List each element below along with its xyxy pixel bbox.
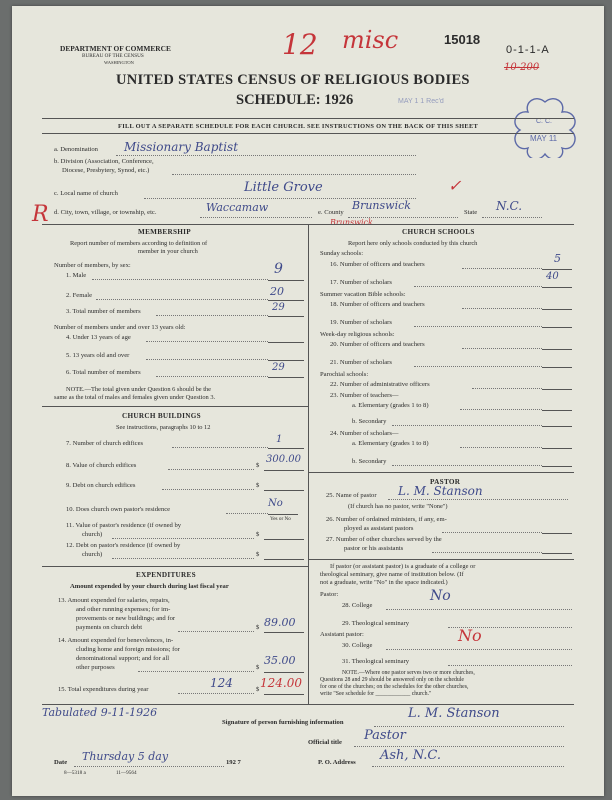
yes-no-hint: Yes or No: [270, 516, 291, 522]
q11-label: 11. Value of pastor's residence (if owned by: [66, 522, 182, 529]
q9-dollar: $: [256, 482, 260, 489]
buildings-heading: CHURCH BUILDINGS: [122, 412, 201, 420]
denomination-label: a. Denomination: [54, 146, 98, 153]
state-value: N.C.: [496, 199, 523, 213]
q3-value: 29: [272, 302, 285, 313]
state-label: State: [464, 209, 478, 216]
official-title-value: Pastor: [364, 728, 406, 743]
expenditures-heading: EXPENDITURES: [136, 571, 196, 579]
q28-value: No: [430, 588, 451, 604]
assistant-pastor-subheading: Assistant pastor:: [320, 631, 364, 638]
q13-label-4: payments on church debt: [76, 624, 143, 631]
form-code: 0-1-1-A: [506, 44, 550, 56]
q9-label: 9. Debt on church edifices: [66, 482, 136, 489]
signature-label: Signature of person furnishing information: [222, 719, 344, 726]
q31-label: 31. Theological seminary: [342, 658, 410, 665]
q14-label-2: cluding home and foreign missions; for: [76, 646, 180, 653]
q13-dollar: $: [256, 624, 260, 631]
q13-value: 89.00: [264, 616, 296, 629]
date-value: Thursday 5 day: [82, 750, 169, 763]
q26-label: 26. Number of ordained ministers, if any, em-: [326, 516, 447, 523]
q11-label-2: church): [82, 531, 103, 538]
q5-label: 5. 13 years old and over: [66, 352, 130, 359]
cc-stamp-label: C. C.: [536, 118, 552, 125]
q12-label-2: church): [82, 551, 103, 558]
church-name-label: c. Local name of church: [54, 190, 118, 197]
q18-label: 18. Number of officers and teachers: [330, 301, 425, 308]
q14-value: 35.00: [264, 654, 296, 667]
q24b-label: b. Secondary: [352, 458, 387, 465]
q6-label: 6. Total number of members: [66, 369, 141, 376]
q28-label: 28. College: [342, 602, 373, 609]
parochial-schools-label: Parochial schools:: [320, 371, 369, 378]
membership-intro-2: member in your church: [138, 248, 198, 255]
date-label: Date: [54, 759, 68, 766]
vacation-schools-label: Summer vacation Bible schools:: [320, 291, 406, 298]
county-label: e. County: [318, 209, 344, 216]
handwritten-misc: misc: [342, 26, 399, 54]
margin-note: Tabulated 9-11-1926: [42, 706, 158, 719]
q15-value: 124.00: [260, 676, 302, 690]
q1-value: 9: [274, 261, 283, 277]
schools-heading: CHURCH SCHOOLS: [402, 228, 475, 236]
serial-number: 15018: [444, 32, 481, 47]
expenditures-subheading: Amount expended by your church during last fiscal year: [70, 583, 229, 590]
weekday-schools-label: Week-day religious schools:: [320, 331, 395, 338]
q13-label-3: provements or new buildings; and for: [76, 615, 176, 622]
q15-label: 15. Total expenditures during year: [58, 686, 149, 693]
division-label-2: Diocese, Presbytery, Synod, etc.): [62, 167, 150, 174]
q23b-label: b. Secondary: [352, 418, 387, 425]
form-number: 8—5318 a: [64, 770, 86, 776]
membership-intro: Report number of members according to definition of: [70, 240, 208, 247]
q3-label: 3. Total number of members: [66, 308, 141, 315]
handwritten-number: 12: [282, 28, 318, 61]
q13-label: 13. Amount expended for salaries, repairs,: [58, 597, 170, 604]
received-stamp: MAY 1 1 Rec'd: [398, 98, 444, 105]
q12-dollar: $: [256, 551, 260, 558]
cc-stamp-icon: [510, 96, 580, 158]
city-value: Waccamaw: [206, 201, 269, 214]
q10-value: No: [268, 498, 283, 509]
q27-label-2: pastor or his assistants: [344, 545, 404, 552]
q14-label-4: other purposes: [76, 664, 115, 671]
q23a-label: a. Elementary (grades 1 to 8): [352, 402, 429, 409]
graduate-note-3: not a graduate, write "No" in the space indicated.): [320, 579, 448, 586]
form-code-secondary: 10-200: [504, 62, 540, 73]
pastor-heading: PASTOR: [430, 478, 461, 486]
q2-value: 20: [270, 285, 284, 298]
q8-value: 300.00: [266, 454, 301, 465]
members-by-age-label: Number of members under and over 13 years old:: [54, 324, 186, 331]
q30-label: 30. College: [342, 642, 373, 649]
q30-value: No: [458, 626, 482, 645]
q16-label: 16. Number of officers and teachers: [330, 261, 425, 268]
po-address-value: Ash, N.C.: [380, 748, 441, 763]
q6-value: 29: [272, 362, 285, 373]
q20-label: 20. Number of officers and teachers: [330, 341, 425, 348]
q15-dollar: $: [256, 686, 260, 693]
q14-label-3: denominational support; and for all: [76, 655, 170, 662]
q8-label: 8. Value of church edifices: [66, 462, 137, 469]
instructions-banner: FILL OUT A SEPARATE SCHEDULE FOR EACH CHURCH. SEE INSTRUCTIONS ON THE BACK OF THIS SHEET: [118, 123, 479, 130]
signature-value: L. M. Stanson: [408, 706, 500, 721]
census-schedule-page: [12, 6, 604, 796]
q17-label: 17. Number of scholars: [330, 279, 392, 286]
q15-value-written: 124: [210, 676, 233, 690]
q24a-label: a. Elementary (grades 1 to 8): [352, 440, 429, 447]
form-number-2: 11—9564: [116, 770, 137, 776]
q2-label: 2. Female: [66, 292, 93, 299]
q29-label: 29. Theological seminary: [342, 620, 410, 627]
pastor-note-4: write "See schedule for ____________ church.": [320, 691, 432, 697]
q21-label: 21. Number of scholars: [330, 359, 392, 366]
graduate-note-2: theological seminary, give name of institution below. (If: [320, 571, 464, 578]
membership-note: NOTE.—The total given under Question 6 should be the: [66, 386, 212, 393]
q11-dollar: $: [256, 531, 260, 538]
po-address-label: P. O. Address: [318, 759, 356, 766]
sunday-schools-label: Sunday schools:: [320, 250, 364, 257]
q24-label: 24. Number of scholars—: [330, 430, 399, 437]
q17-value: 40: [546, 271, 559, 282]
q23-label: 23. Number of teachers—: [330, 392, 399, 399]
form-title: UNITED STATES CENSUS OF RELIGIOUS BODIES: [116, 72, 470, 88]
schedule-title: SCHEDULE: 1926: [236, 92, 354, 108]
q26-label-2: ployed as assistant pastors: [344, 525, 414, 532]
schools-intro: Report here only schools conducted by this church: [348, 240, 478, 247]
membership-heading: MEMBERSHIP: [138, 228, 191, 236]
county-note: Brunswick: [330, 218, 373, 227]
q25-label: 25. Name of pastor: [326, 492, 377, 499]
q14-label: 14. Amount expended for benevolences, in-: [58, 637, 174, 644]
q1-label: 1. Male: [66, 272, 87, 279]
pastor-note-2: Questions 28 and 29 should be answered only on the schedule: [320, 677, 464, 683]
q7-label: 7. Number of church edifices: [66, 440, 144, 447]
q14-dollar: $: [256, 664, 260, 671]
department-label: DEPARTMENT OF COMMERCE: [60, 44, 171, 53]
q10-label: 10. Does church own pastor's residence: [66, 506, 171, 513]
q22-label: 22. Number of administrative officers: [330, 381, 430, 388]
q25-value: L. M. Stanson: [398, 484, 483, 498]
q16-value: 5: [554, 252, 561, 265]
bureau-label: BUREAU OF THE CENSUS: [82, 53, 144, 59]
q12-label: 12. Debt on pastor's residence (if owned by: [66, 542, 181, 549]
check-mark: ✓: [448, 176, 462, 195]
official-title-label: Official title: [308, 739, 342, 746]
church-name-value: Little Grove: [244, 180, 323, 195]
membership-note-2: same as the total of males and females given under Question 3.: [54, 394, 216, 401]
pastor-note: NOTE.—Where one pastor serves two or more churches,: [342, 670, 475, 676]
q27-label: 27. Number of other churches served by the: [326, 536, 442, 543]
graduate-note: If pastor (or assistant pastor) is a graduate of a college or: [330, 563, 476, 570]
q8-dollar: $: [256, 462, 260, 469]
q4-label: 4. Under 13 years of age: [66, 334, 131, 341]
city-label: WASHINGTON: [104, 60, 134, 65]
q19-label: 19. Number of scholars: [330, 319, 392, 326]
margin-mark-r: R: [32, 202, 49, 227]
q25-note: (If church has no pastor, write "None"): [348, 503, 448, 510]
q7-value: 1: [276, 434, 283, 445]
date-year: 192 7: [226, 759, 241, 766]
city-label-field: d. City, town, village, or township, etc.: [54, 209, 157, 216]
county-value: Brunswick: [352, 199, 411, 212]
cc-stamp-date: MAY 11: [530, 134, 558, 143]
pastor-subheading: Pastor:: [320, 591, 339, 598]
denomination-value: Missionary Baptist: [124, 140, 239, 154]
q13-label-2: and other running expenses; for im-: [76, 606, 171, 613]
members-by-sex-label: Number of members, by sex:: [54, 262, 131, 269]
division-label: b. Division (Association, Conference,: [54, 158, 154, 165]
pastor-note-3: for one of the churches; on the schedules for the other churches,: [320, 684, 469, 690]
buildings-subheading: See instructions, paragraphs 10 to 12: [116, 424, 211, 431]
